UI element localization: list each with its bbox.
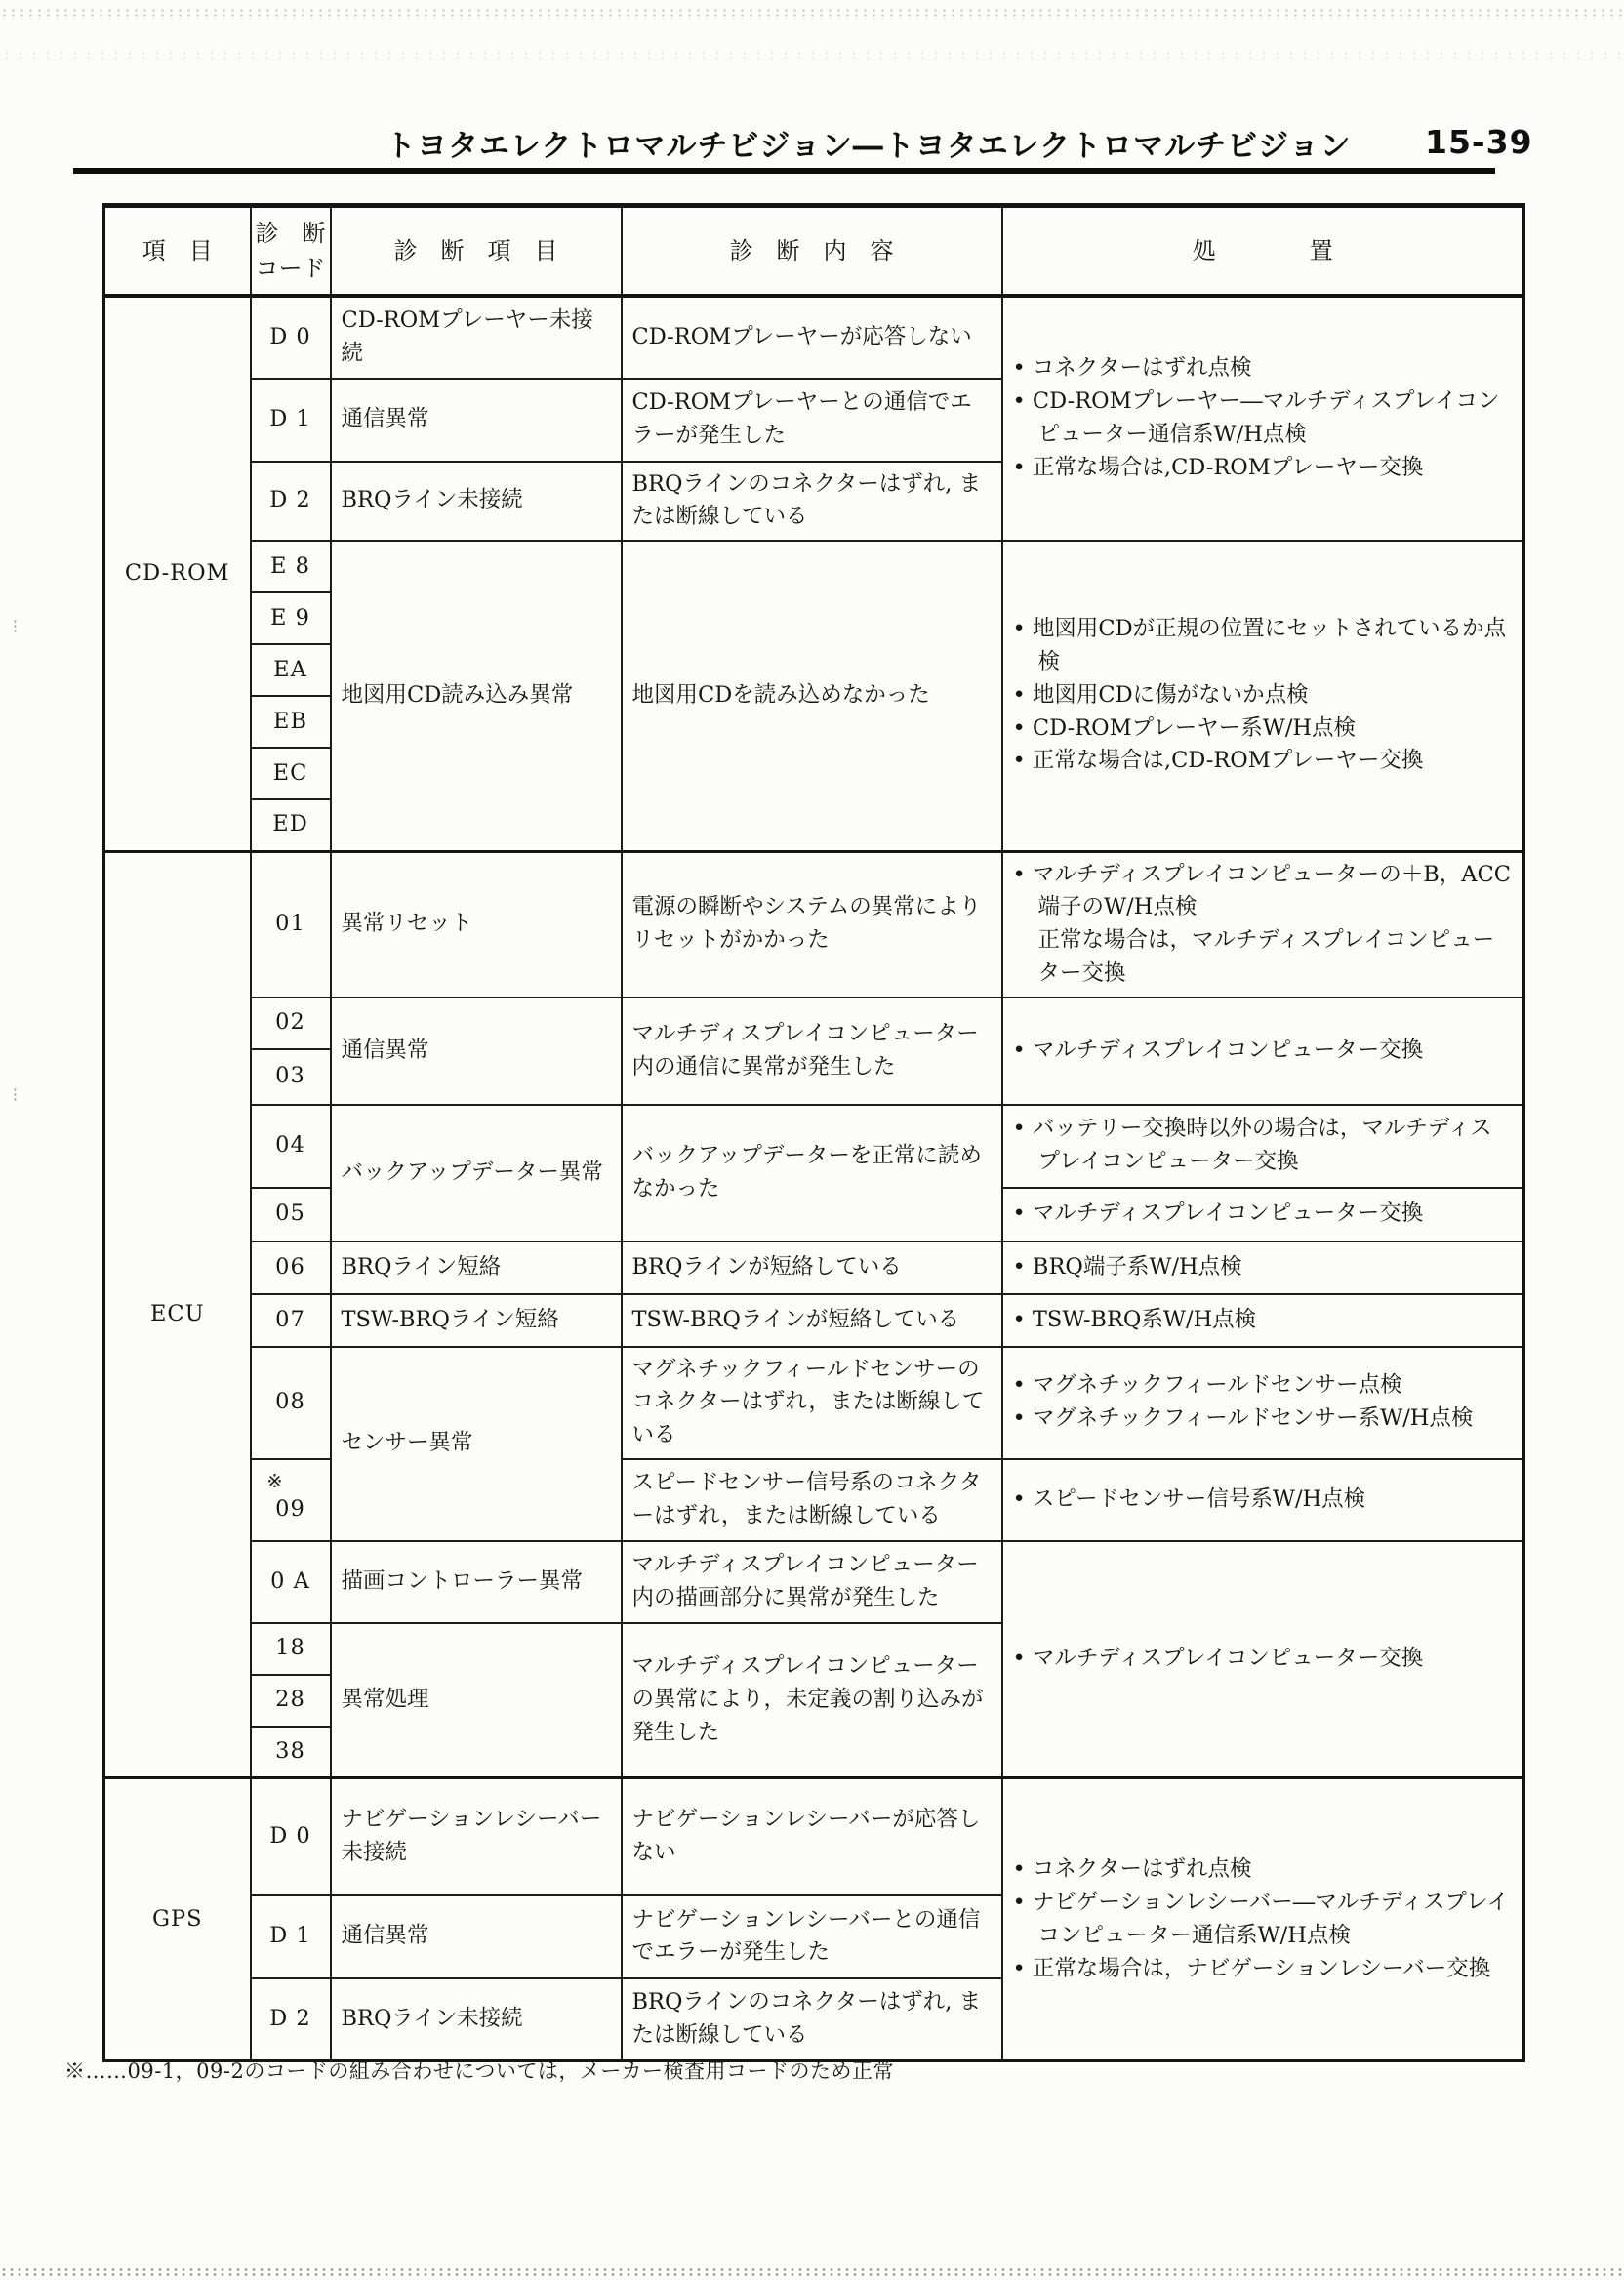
action-line: • 正常な場合は,CD-ROMプレーヤー交換	[1012, 748, 1424, 774]
table-row	[104, 1459, 1524, 1541]
table-row	[104, 1242, 1524, 1294]
action-line: • バッテリー交換時以外の場合は，マルチディスプレイコンピューター交換	[1012, 1116, 1492, 1174]
diag-content-cell: バックアップデーターを正常に読めなかった	[622, 1105, 1002, 1242]
action-cell	[1002, 1105, 1524, 1188]
code-cell: 18	[251, 1623, 331, 1675]
code-cell: EA	[251, 644, 331, 696]
code-cell: EB	[251, 696, 331, 748]
diag-item-cell: BRQライン短絡	[331, 1242, 622, 1294]
table-footnote: ※……09-1，09-2のコードの組み合わせについては，メーカー検査用コードのため正常	[64, 2059, 895, 2083]
diag-item-cell: 異常リセット	[331, 851, 622, 998]
scan-noise-bottom	[0, 2267, 1624, 2276]
page-title: トヨタエレクトロマルチビジョン―トヨタエレクトロマルチビジョン	[386, 129, 1352, 164]
header-rule	[73, 168, 1495, 174]
section-label-cdrom: CD-ROM	[104, 296, 251, 852]
action-cell	[1002, 1459, 1524, 1541]
action-cell	[1002, 1778, 1524, 2061]
action-cell	[1002, 1541, 1524, 1778]
diag-item-cell: バックアップデーター異常	[331, 1105, 622, 1242]
table-row	[104, 998, 1524, 1049]
diag-content-cell: 地図用CDを読み込めなかった	[622, 541, 1002, 851]
action-line: • コネクターはずれ点検	[1012, 355, 1252, 382]
action-line: • 正常な場合は，ナビゲーションレシーバー交換	[1012, 1955, 1491, 1981]
diag-item-cell: ナビゲーションレシーバー未接続	[331, 1778, 622, 1895]
action-cell	[1002, 851, 1524, 998]
action-line: 正常な場合は，マルチディスプレイコンピューター交換	[1037, 927, 1495, 986]
col-header-code-line1: 診 断	[255, 219, 326, 247]
code-cell: ED	[251, 799, 331, 851]
action-cell	[1002, 1188, 1524, 1242]
code-cell: D 2	[251, 1978, 331, 2061]
diag-item-cell: BRQライン未接続	[331, 462, 622, 542]
code-cell: D 0	[251, 296, 331, 379]
code-cell: 06	[251, 1242, 331, 1294]
action-line: • 地図用CDに傷がないか点検	[1012, 681, 1309, 708]
code-cell: 02	[251, 998, 331, 1049]
col-header-item: 項 目	[104, 206, 251, 296]
action-cell	[1002, 296, 1524, 542]
diag-item-cell: 通信異常	[331, 998, 622, 1105]
diag-content-cell: ナビゲーションレシーバーとの通信でエラーが発生した	[622, 1895, 1002, 1978]
diag-item-cell: 通信異常	[331, 1895, 622, 1978]
diag-content-cell: BRQラインのコネクターはずれ, または断線している	[622, 462, 1002, 542]
diag-content-cell: スピードセンサー信号系のコネクターはずれ，または断線している	[622, 1459, 1002, 1541]
code-cell: 03	[251, 1049, 331, 1105]
action-line: • 地図用CDが正規の位置にセットされているか点検	[1012, 616, 1507, 675]
code-cell: D 0	[251, 1778, 331, 1895]
margin-speck: ⋮	[8, 617, 22, 634]
table-header-row	[104, 206, 1524, 296]
diag-item-cell: 描画コントローラー異常	[331, 1541, 622, 1623]
footnote-marker: ※	[266, 1471, 284, 1493]
section-label-ecu: ECU	[104, 851, 251, 1778]
diag-item-cell: BRQライン未接続	[331, 1978, 622, 2061]
diag-item-cell: TSW-BRQライン短絡	[331, 1294, 622, 1347]
action-line: • コネクターはずれ点検	[1012, 1856, 1252, 1883]
table-row	[104, 1347, 1524, 1459]
action-line: • スピードセンサー信号系W/H点検	[1012, 1486, 1366, 1512]
scan-noise-top	[0, 8, 1624, 20]
code-cell: 01	[251, 851, 331, 998]
action-cell	[1002, 1294, 1524, 1347]
code-cell: D 1	[251, 1895, 331, 1978]
code-cell: 07	[251, 1294, 331, 1347]
action-line: • マグネチックフィールドセンサー点検	[1012, 1372, 1402, 1399]
code-cell: 38	[251, 1727, 331, 1778]
page-number: 15-39	[1425, 123, 1533, 161]
code-cell: D 1	[251, 379, 331, 462]
diag-content-cell: BRQラインのコネクターはずれ, または断線している	[622, 1978, 1002, 2061]
col-header-action: 処 置	[1002, 206, 1524, 296]
diag-item-cell: CD-ROMプレーヤー未接続	[331, 296, 622, 379]
code-cell: 08	[251, 1347, 331, 1459]
section-label-gps: GPS	[104, 1778, 251, 2061]
action-line: • ナビゲーションレシーバー―マルチディスプレイコンピューター通信系W/H点検	[1012, 1890, 1509, 1948]
col-header-code-line2: コード	[255, 254, 326, 282]
code-cell: 04	[251, 1105, 331, 1188]
diag-item-cell: センサー異常	[331, 1347, 622, 1541]
table-row	[104, 296, 1524, 379]
action-cell	[1002, 998, 1524, 1105]
table-row	[104, 1105, 1524, 1188]
table-row	[104, 1541, 1524, 1623]
diag-item-cell: 地図用CD読み込み異常	[331, 541, 622, 851]
action-line: • BRQ端子系W/H点検	[1012, 1253, 1242, 1280]
table-row	[104, 1778, 1524, 1895]
diagnostic-code-table	[102, 203, 1525, 2062]
diag-content-cell: マルチディスプレイコンピューター内の通信に異常が発生した	[622, 998, 1002, 1105]
code-cell	[251, 1459, 331, 1541]
action-cell	[1002, 541, 1524, 851]
action-line: • 正常な場合は,CD-ROMプレーヤー交換	[1012, 454, 1424, 480]
col-header-code	[251, 206, 331, 296]
margin-speck: ⋮	[8, 1085, 22, 1103]
code-cell: EC	[251, 748, 331, 799]
diag-content-cell: CD-ROMプレーヤーが応答しない	[622, 296, 1002, 379]
diag-content-cell: マルチディスプレイコンピューター内の描画部分に異常が発生した	[622, 1541, 1002, 1623]
diag-content-cell: TSW-BRQラインが短絡している	[622, 1294, 1002, 1347]
action-line: • CD-ROMプレーヤー―マルチディスプレイコンピューター通信系W/H点検	[1012, 388, 1500, 447]
action-line: • マルチディスプレイコンピューター交換	[1012, 1201, 1424, 1227]
col-header-diag-content: 診 断 内 容	[622, 206, 1002, 296]
diag-content-cell: BRQラインが短絡している	[622, 1242, 1002, 1294]
diag-item-cell: 通信異常	[331, 379, 622, 462]
action-line: • TSW-BRQ系W/H点検	[1012, 1306, 1257, 1332]
action-cell	[1002, 1242, 1524, 1294]
code-cell: 05	[251, 1188, 331, 1242]
diag-content-cell: ナビゲーションレシーバーが応答しない	[622, 1778, 1002, 1895]
code-cell: 0 A	[251, 1541, 331, 1623]
diag-content-cell: マグネチックフィールドセンサーのコネクターはずれ，または断線している	[622, 1347, 1002, 1459]
action-line: • マグネチックフィールドセンサー系W/H点検	[1012, 1405, 1474, 1432]
table-row	[104, 851, 1524, 998]
action-line: • マルチディスプレイコンピューター交換	[1012, 1646, 1424, 1672]
code-cell: 28	[251, 1675, 331, 1727]
action-line: • マルチディスプレイコンピューター交換	[1012, 1037, 1424, 1063]
diag-item-cell: 異常処理	[331, 1623, 622, 1778]
code-cell: D 2	[251, 462, 331, 542]
code-cell: E 9	[251, 592, 331, 644]
scan-noise-upper	[0, 51, 1624, 59]
table-row	[104, 1294, 1524, 1347]
diag-content-cell: CD-ROMプレーヤーとの通信でエラーが発生した	[622, 379, 1002, 462]
col-header-diag-item: 診 断 項 目	[331, 206, 622, 296]
action-line: • CD-ROMプレーヤー系W/H点検	[1012, 714, 1357, 741]
action-cell	[1002, 1347, 1524, 1459]
action-line: • マルチディスプレイコンピューターの＋B，ACC端子のW/H点検	[1012, 861, 1511, 920]
table-row	[104, 541, 1524, 592]
code-text: 09	[275, 1496, 305, 1523]
diag-content-cell: マルチディスプレイコンピューターの異常により，未定義の割り込みが発生した	[622, 1623, 1002, 1778]
diag-content-cell: 電源の瞬断やシステムの異常によりリセットがかかった	[622, 851, 1002, 998]
code-cell: E 8	[251, 541, 331, 592]
